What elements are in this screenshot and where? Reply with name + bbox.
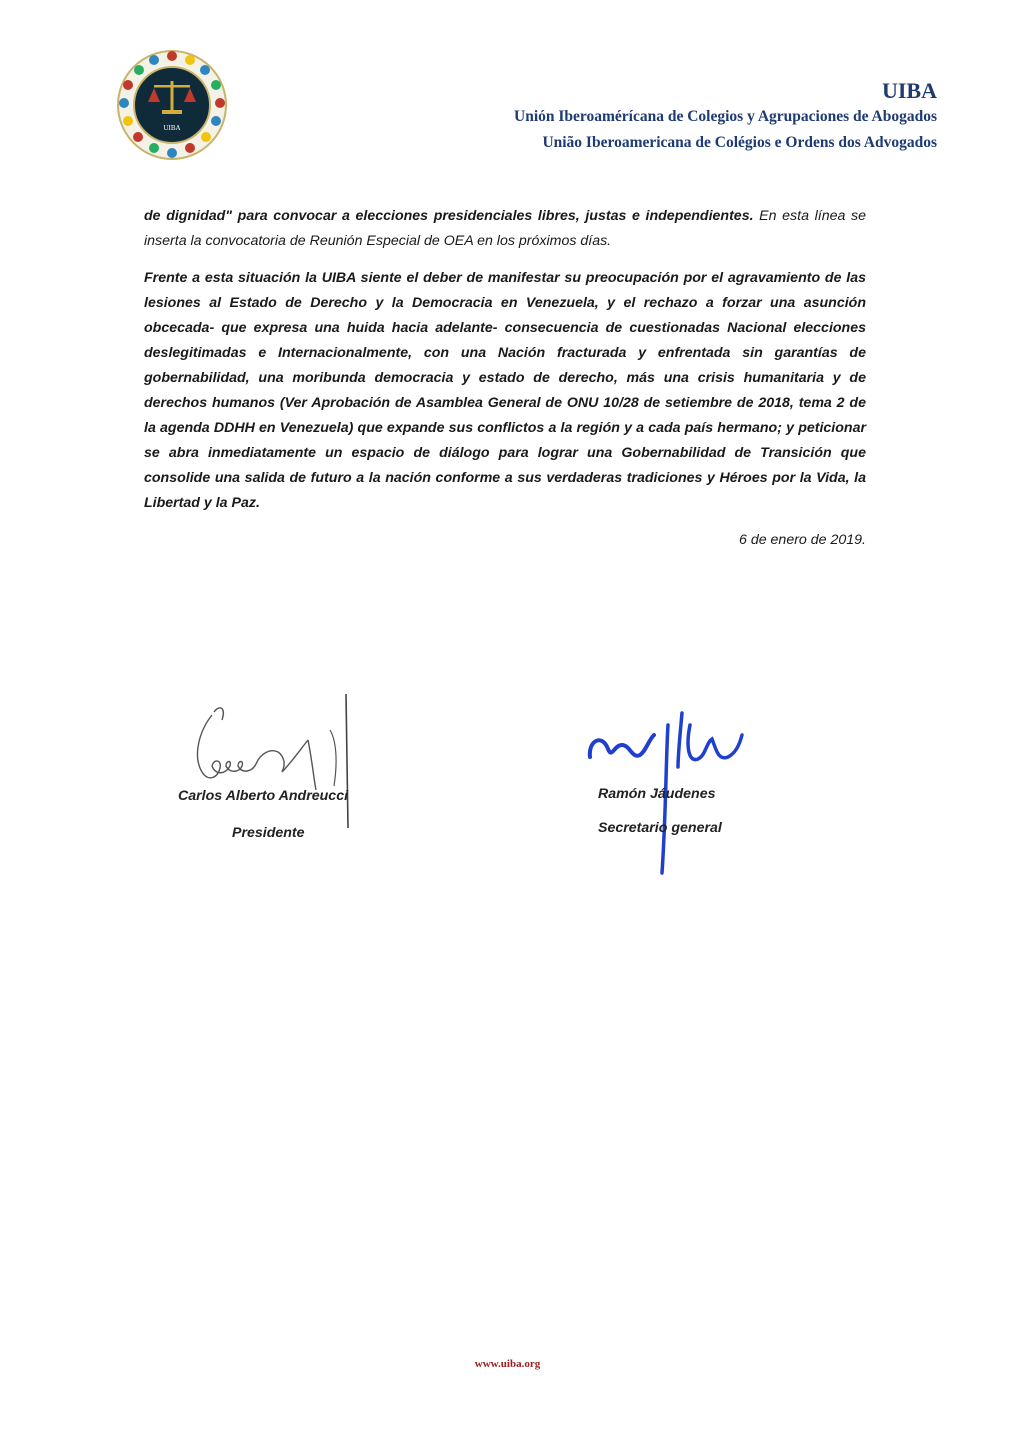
paragraph-2: Frente a esta situación la UIBA siente el deber de manifestar su preocupación por el agravamiento de las lesiones al Estado de Derecho y la Democracia en Venezuela, y el rechazo a forzar una asunción obcecada- que expresa una huida hacia adelante- consecuencia de cuestionadas Nacional elecciones deslegitimadas e Internacionalmente, con una Nación fracturada y enfrentada sin garantías de gobernabilidad, una moribunda democracia y estado de derecho, más una crisis humanitaria y de derechos humanos (Ver Aprobación de Asamblea General de ONU 10/28 de setiembre de 2018, tema 2 de la agenda DDHH en Venezuela) que expande sus conflictos a la región y a cada país hermano; y peticionar se abra inmediatamente un espacio de diálogo para lograr una Gobernabilidad de Transición que consolide una salida de futuro a la nación conforme a sus verdaderas tradiciones y Héroes por la Vida, la Libertad y la Paz. [144, 270, 866, 511]
signatory-left-name: Carlos Alberto Andreucci [178, 788, 349, 804]
signatory-right-role: Secretario general [598, 820, 722, 836]
uiba-seal-logo [110, 48, 235, 163]
letterhead [514, 78, 937, 156]
letter-date: 6 de enero de 2019. [738, 532, 866, 548]
org-acronym: UIBA [881, 78, 937, 103]
signatory-right-name: Ramón Jáudenes [598, 786, 716, 802]
svg-text:UIBA: UIBA [163, 124, 181, 132]
paragraph-1-bold: de dignidad" para convocar a elecciones presidenciales libres, justas e independientes. [144, 208, 754, 224]
signature-andreucci [190, 690, 360, 830]
letter-body [144, 204, 866, 565]
footer-website: www.uiba.org [474, 1358, 541, 1370]
org-name-spanish: Unión Iberoamérícana de Colegios y Agrupaciones de Abogados [514, 108, 937, 125]
signatory-left-role: Presidente [232, 825, 305, 841]
org-name-portuguese: União Iberoamericana de Colégios e Ordens dos Advogados [542, 134, 937, 151]
paragraph-1-rest: En esta línea se inserta la convocatoria de Reunión Especial de OEA en los próximos días. [144, 208, 866, 249]
paragraph-1 [144, 204, 866, 254]
